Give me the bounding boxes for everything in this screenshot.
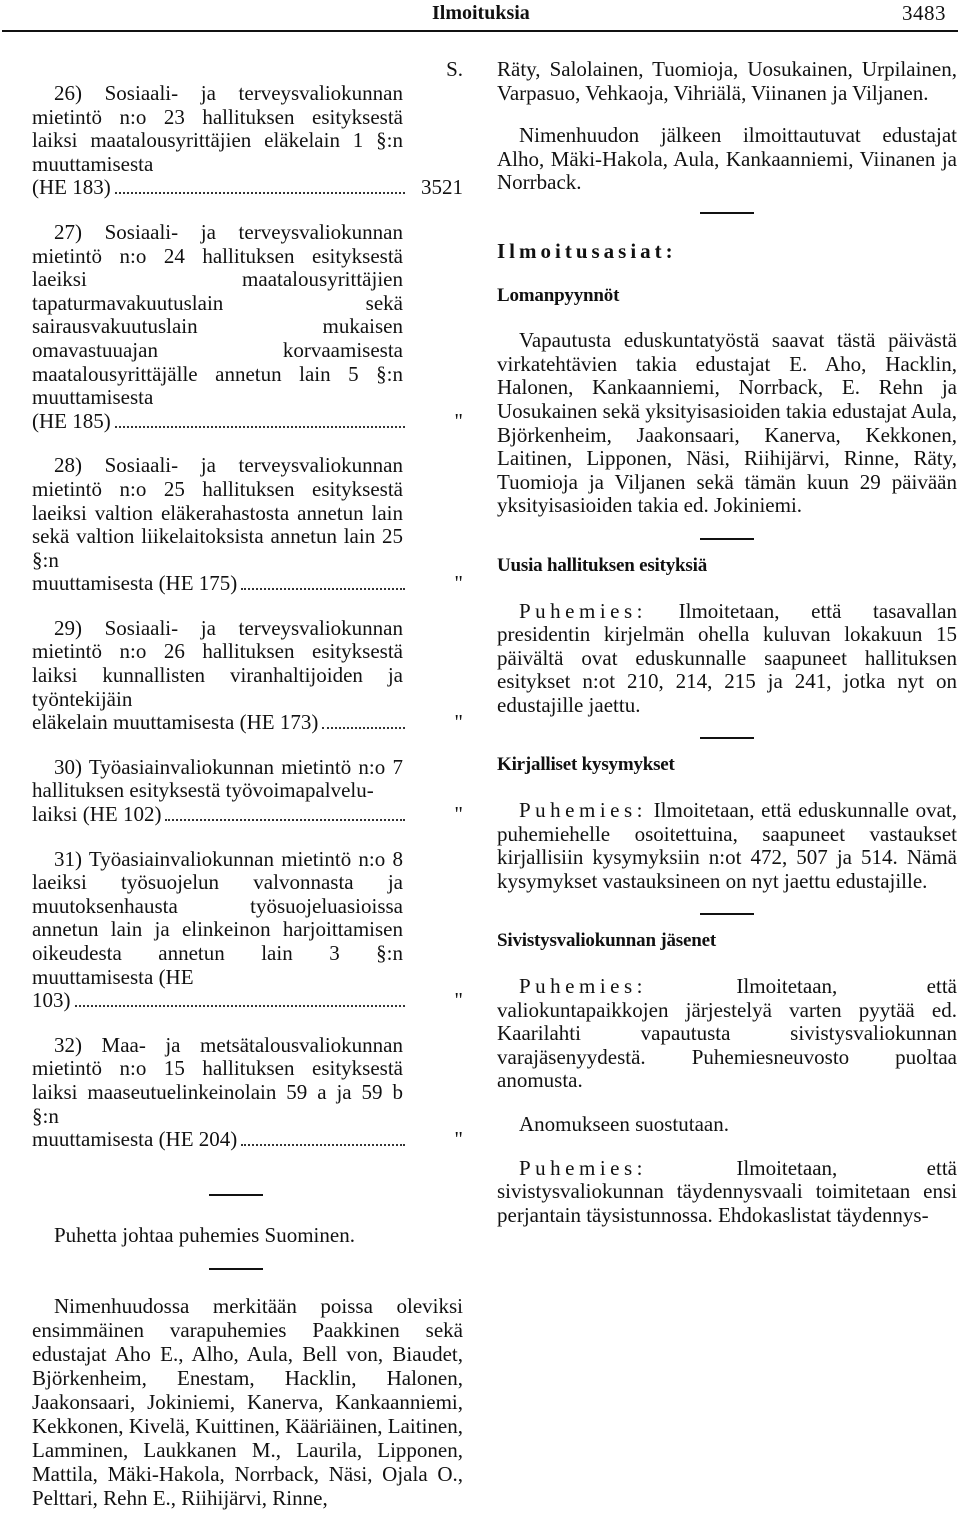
- agenda-item: [32, 848, 463, 1013]
- page-header: [0, 0, 960, 40]
- agenda-item-page-ref: ": [454, 988, 463, 1013]
- agenda-item-text: 29) Sosiaali- ja terveysvaliokunnan mietintö n:o 26 hallituksen esityksestä laiksi kunnallisten viranhaltijoiden ja työntekijäin: [32, 615, 403, 711]
- agenda-item-text: 28) Sosiaali- ja terveysvaliokunnan mietintö n:o 25 hallituksen esityksestä laeiksi valtion eläkerahastosta annetun lain sekä valtion liikelaitoksista annetun lain 25 §:n: [32, 453, 403, 572]
- section-heading: Kirjalliset kysymykset: [497, 754, 675, 776]
- paragraph-text: Vapautusta eduskuntatyöstä saavat tästä päivästä virkatehtävien takia edustajat E. Aho, Hacklin, Halonen, Kankaanniemi, Norrback, E. Rehn ja Uosukainen sekä yksityisasioiden takia edustajat Aula, Björkenheim, Jaakonsaari, Kanerva, Kekkonen, Laitinen, Lipponen, Näsi, Riihijärvi, Rinne, Räty, Tuomioja ja Viljanen sekä tämän kuun 29 päivään yksityisasioiden takia ed. Jokiniemi.: [497, 328, 957, 518]
- agenda-item: [32, 617, 463, 735]
- agenda-item-reference: muuttamisesta (HE 175): [32, 571, 238, 596]
- agenda-item-text: 27) Sosiaali- ja terveysvaliokunnan mietintö n:o 24 hallituksen esityksestä laeiksi maatalousyrittäjien tapaturmavakuutuslain sekä sairausvakuutuslain mukaisen omavastuuajan korvaamisesta maatalousyrittäjälle annetun lain 5 §:n muuttamisesta: [32, 219, 403, 410]
- section-divider: [700, 212, 754, 214]
- agenda-item-page-ref: ": [454, 408, 463, 433]
- agenda-item-reference-line: [32, 176, 463, 200]
- left-column: [32, 58, 463, 1531]
- agenda-item-reference-line: [32, 989, 463, 1013]
- absent-members-note: Nimenhuudossa merkitään poissa oleviksi ensimmäinen varapuhemies Paakkinen sekä edustajat Aho E., Alho, Aula, Bell von, Biaudet, Björkenheim, Enestam, Hacklin, Halonen, Jaakonsaari, Jokiniemi, Kanerva, Kankaanniemi, Kekkonen, Kivelä, Kuittinen, Kääriäinen, Laitinen, Lamminen, Laukkanen M., Laurila, Lipponen, Mattila, Mäki-Hakola, Norrback, Näsi, Ojala O., Pelttari, Rehn E., Riihijärvi, Rinne,: [32, 1294, 463, 1511]
- late-arrivals-note: Nimenhuudon jälkeen ilmoittautuvat edustajat Alho, Mäki-Hakola, Aula, Kankaanniemi, Viinanen ja Norrback.: [497, 123, 957, 195]
- agenda-item-reference: (HE 185): [32, 408, 111, 433]
- speaker-label: Puhemies:: [519, 1155, 647, 1180]
- announcements-title: Ilmoitusasiat:: [497, 238, 677, 263]
- agenda-item-page-ref: ": [454, 802, 463, 827]
- section-paragraph: [497, 1157, 957, 1228]
- section-paragraph: [497, 975, 957, 1093]
- agenda-item-reference: eläkelain muuttamisesta (HE 173): [32, 710, 319, 735]
- agenda-item-reference-line: [32, 803, 463, 827]
- paragraph-text: Ilmoitetaan, että eduskunnalle ovat, puhemiehelle osoitettuina, saapuneet vastaukset kirjallisiin kysymyksiin n:ot 472, 507 ja 514. Nämä kysymykset vastauksineen on nyt jaettu edustajille.: [497, 798, 957, 893]
- agenda-item-reference-line: [32, 572, 463, 596]
- agenda-item-text: 30) Työasiainvaliokunnan mietintö n:o 7 hallituksen esityksestä työvoimapalvelu-: [32, 754, 403, 803]
- agenda-item: [32, 82, 463, 200]
- speaker-label: Puhemies:: [519, 798, 647, 823]
- section-divider: [700, 538, 754, 540]
- section-divider: [700, 737, 754, 739]
- agenda-item-reference-line: [32, 410, 463, 434]
- header-rule: [2, 30, 958, 32]
- chair-note: Puhetta johtaa puhemies Suominen.: [54, 1222, 355, 1247]
- speaker-label: Puhemies:: [519, 974, 647, 999]
- agenda-item-reference-line: [32, 711, 463, 735]
- section-paragraph: [497, 329, 957, 518]
- speaker-label: Puhemies:: [519, 598, 647, 623]
- agenda-item-text: 31) Työasiainvaliokunnan mietintö n:o 8 laeiksi työsuojelun valvonnasta ja muutoksenhausta työsuojeluasioissa annetun lain ja elinkeinon harjoittamisen oikeudesta annetun lain 3 §:n muuttamisesta (HE: [32, 846, 403, 989]
- section-paragraph: [497, 1113, 957, 1137]
- agenda-item: [32, 756, 463, 827]
- section-divider: [700, 913, 754, 915]
- right-column: [497, 58, 957, 1247]
- paragraph-text: Ilmoitetaan, että tasavallan presidentin kirjelmän ohella kuluvan lokakuun 15 päivältä ovat eduskunnalle saapuneet hallituksen esitykset n:ot 210, 214, 215 ja 241, jotka nyt on edustajille jaettu.: [497, 598, 958, 717]
- dot-leader: [165, 819, 405, 821]
- section-divider: [209, 1268, 263, 1270]
- agenda-item-page-ref: ": [454, 710, 463, 735]
- agenda-item-reference: 103): [32, 988, 71, 1013]
- agenda-item: [32, 1034, 463, 1152]
- agenda-item-text: 32) Maa- ja metsätalousvaliokunnan mietintö n:o 15 hallituksen esityksestä laiksi maaseutuelinkeinolain 59 a ja 59 b §:n: [32, 1032, 403, 1128]
- announcement-sections: [497, 284, 957, 1228]
- agenda-item: [32, 454, 463, 596]
- agenda-item-reference: muuttamisesta (HE 204): [32, 1127, 238, 1152]
- agenda-item-reference: (HE 183): [32, 175, 111, 200]
- dot-leader: [75, 1005, 406, 1007]
- agenda-item-page-ref: 3521: [421, 175, 463, 200]
- column-page-marker: S.: [446, 57, 463, 81]
- section-paragraph: [497, 600, 957, 718]
- paragraph-text: Ilmoitetaan, että sivistysvaliokunnan täydennysvaali toimitetaan ensi perjantain täysistunnossa. Ehdokaslistat täydennys-: [497, 1155, 957, 1227]
- left-footer-notes: [32, 1194, 463, 1511]
- page-number: 3483: [902, 1, 946, 25]
- agenda-item-reference: laiksi (HE 102): [32, 802, 162, 827]
- agenda-list: [32, 82, 463, 1152]
- dot-leader: [115, 192, 405, 194]
- agenda-item-page-ref: ": [454, 1127, 463, 1152]
- section-paragraph: [497, 799, 957, 893]
- agenda-item-text: 26) Sosiaali- ja terveysvaliokunnan mietintö n:o 23 hallituksen esityksestä laiksi maatalousyrittäjien eläkelain 1 §:n muuttamisesta: [32, 81, 403, 176]
- section-heading: Uusia hallituksen esityksiä: [497, 554, 707, 576]
- agenda-item: [32, 221, 463, 433]
- agenda-item-page-ref: ": [454, 571, 463, 596]
- dot-leader: [115, 426, 405, 428]
- agenda-item-reference-line: [32, 1128, 463, 1152]
- running-head: Ilmoituksia: [432, 2, 530, 24]
- section-divider: [209, 1194, 263, 1196]
- dot-leader: [241, 588, 405, 590]
- dot-leader: [241, 1144, 405, 1146]
- absent-members-continued: Räty, Salolainen, Tuomioja, Uosukainen, Urpilainen, Varpasuo, Vehkaoja, Vihriälä, Viinanen ja Viljanen.: [497, 57, 957, 105]
- paragraph-text: Anomukseen suostutaan.: [519, 1112, 729, 1136]
- section-heading: Sivistysvaliokunnan jäsenet: [497, 930, 716, 952]
- section-heading: Lomanpyynnöt: [497, 284, 620, 306]
- paragraph-text: Ilmoitetaan, että valiokuntapaikkojen järjestelyä varten pyytää ed. Kaarilahti vapautusta sivistysvaliokunnan varajäsenyydestä. Puhemiesneuvosto puoltaa anomusta.: [497, 974, 957, 1093]
- dot-leader: [322, 727, 405, 729]
